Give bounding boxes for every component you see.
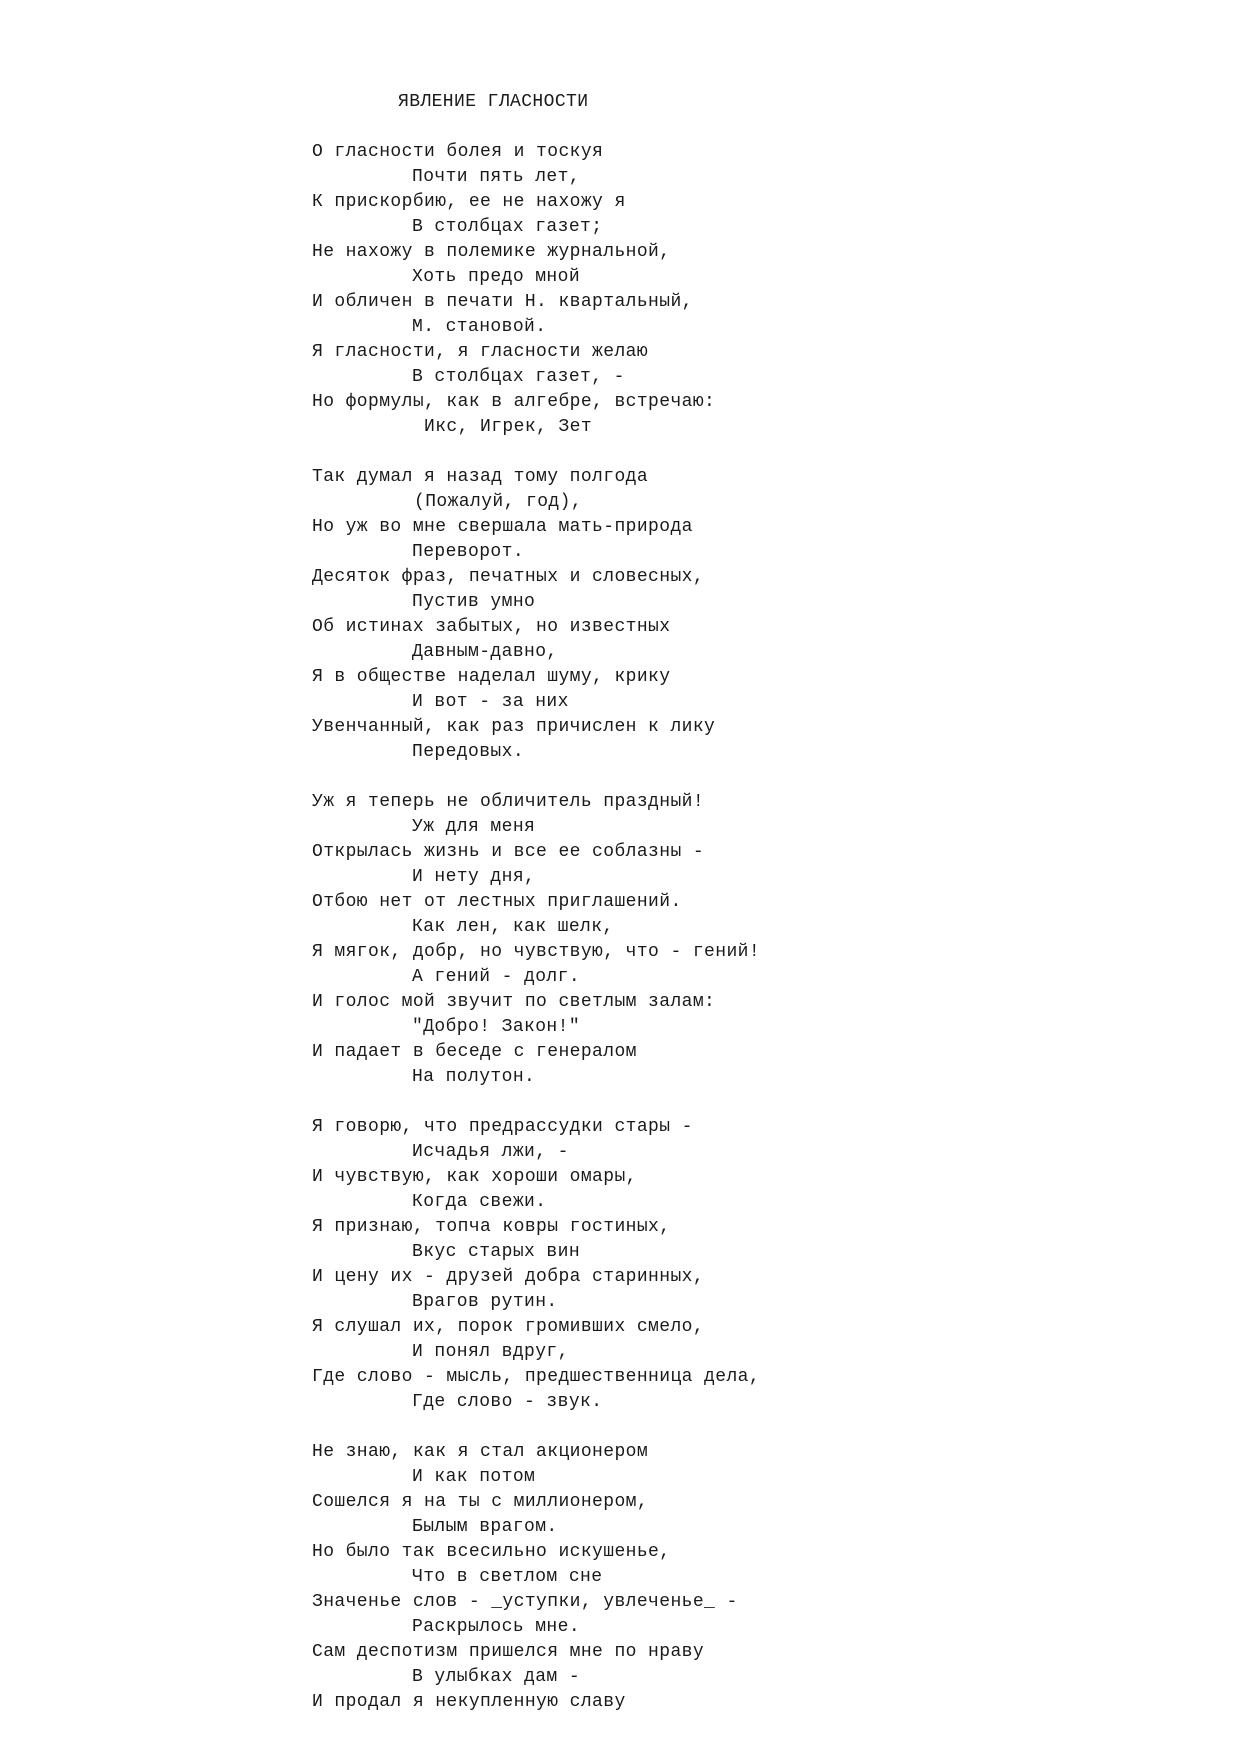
poem-line: Я слушал их, порок громивших смело,	[312, 1317, 705, 1337]
poem-line: И цену их - друзей добра старинных,	[312, 1267, 705, 1287]
poem-line: Вкус старых вин	[412, 1242, 581, 1262]
poem-line: И падает в беседе с генералом	[312, 1042, 637, 1062]
poem-line: Я гласности, я гласности желаю	[312, 342, 649, 362]
poem-line: Об истинах забытых, но известных	[312, 617, 671, 637]
poem-line: Не знаю, как я стал акционером	[312, 1442, 649, 1462]
poem-line: Исчадья лжи, -	[412, 1142, 569, 1162]
poem-line: Я говорю, что предрассудки стары -	[312, 1117, 693, 1137]
poem-line: Былым врагом.	[412, 1517, 558, 1537]
stanza	[312, 140, 760, 440]
poem-line: Хоть предо мной	[412, 267, 581, 287]
poem-line: Но уж во мне свершала мать-природа	[312, 517, 693, 537]
poem-line: Сам деспотизм пришелся мне по нраву	[312, 1642, 705, 1662]
poem-line: И нету дня,	[412, 867, 536, 887]
poem-line: И вот - за них	[412, 692, 569, 712]
poem-line: Раскрылось мне.	[412, 1617, 581, 1637]
poem-line: Врагов рутин.	[412, 1292, 558, 1312]
poem-line: Но формулы, как в алгебре, встречаю:	[312, 392, 716, 412]
poem-line: Икс, Игрек, Зет	[424, 417, 593, 437]
stanza	[312, 790, 760, 1090]
poem-line: Давным-давно,	[412, 642, 558, 662]
poem-line: Пустив умно	[412, 592, 536, 612]
poem-line: Уж для меня	[412, 817, 536, 837]
poem-line: Что в светлом сне	[412, 1567, 603, 1587]
poem-line: А гений - долг.	[412, 967, 581, 987]
poem-line: Я мягок, добр, но чувствую, что - гений!	[312, 942, 761, 962]
poem-line: И чувствую, как хороши омары,	[312, 1167, 637, 1187]
poem-line: Я в обществе наделал шуму, крику	[312, 667, 671, 687]
poem-line: Отбою нет от лестных приглашений.	[312, 892, 682, 912]
poem-line: И понял вдруг,	[412, 1342, 569, 1362]
poem-title: ЯВЛЕНИЕ ГЛАСНОСТИ	[398, 92, 589, 112]
poem-line: В столбцах газет;	[412, 217, 603, 237]
poem-line: Почти пять лет,	[412, 167, 581, 187]
poem-line: Я признаю, топча ковры гостиных,	[312, 1217, 671, 1237]
poem-line: (Пожалуй, год),	[414, 492, 583, 512]
poem-line: Значенье слов - _уступки, увлеченье_ -	[312, 1592, 738, 1612]
stanza	[312, 1115, 760, 1415]
poem-line: "Добро! Закон!"	[412, 1017, 581, 1037]
poem-line: В столбцах газет, -	[412, 367, 625, 387]
poem-line: И обличен в печати Н. квартальный,	[312, 292, 693, 312]
poem-line: Увенчанный, как раз причислен к лику	[312, 717, 716, 737]
stanza	[312, 1440, 760, 1715]
poem-line: Сошелся я на ты с миллионером,	[312, 1492, 649, 1512]
poem-line: Где слово - мысль, предшественница дела,	[312, 1367, 761, 1387]
poem-line: Так думал я назад тому полгода	[312, 467, 649, 487]
poem-line: И продал я некупленную славу	[312, 1692, 626, 1712]
poem-line: И как потом	[412, 1467, 536, 1487]
poem-line: Где слово - звук.	[412, 1392, 603, 1412]
poem-line: Открылась жизнь и все ее соблазны -	[312, 842, 705, 862]
stanza	[312, 465, 760, 765]
poem-line: Десяток фраз, печатных и словесных,	[312, 567, 705, 587]
poem-line: Не нахожу в полемике журнальной,	[312, 242, 671, 262]
poem-line: И голос мой звучит по светлым залам:	[312, 992, 716, 1012]
poem-line: Переворот.	[412, 542, 525, 562]
poem-line: Но было так всесильно искушенье,	[312, 1542, 671, 1562]
poem-line: На полутон.	[412, 1067, 536, 1087]
poem-line: Когда свежи.	[412, 1192, 547, 1212]
poem-line: Уж я теперь не обличитель праздный!	[312, 792, 705, 812]
poem-body	[312, 140, 760, 1740]
poem-line: Передовых.	[412, 742, 525, 762]
poem-line: В улыбках дам -	[412, 1667, 581, 1687]
poem-line: О гласности болея и тоскуя	[312, 142, 604, 162]
poem-line: М. становой.	[412, 317, 547, 337]
poem-line: Как лен, как шелк,	[412, 917, 614, 937]
poem-line: К прискорбию, ее не нахожу я	[312, 192, 626, 212]
